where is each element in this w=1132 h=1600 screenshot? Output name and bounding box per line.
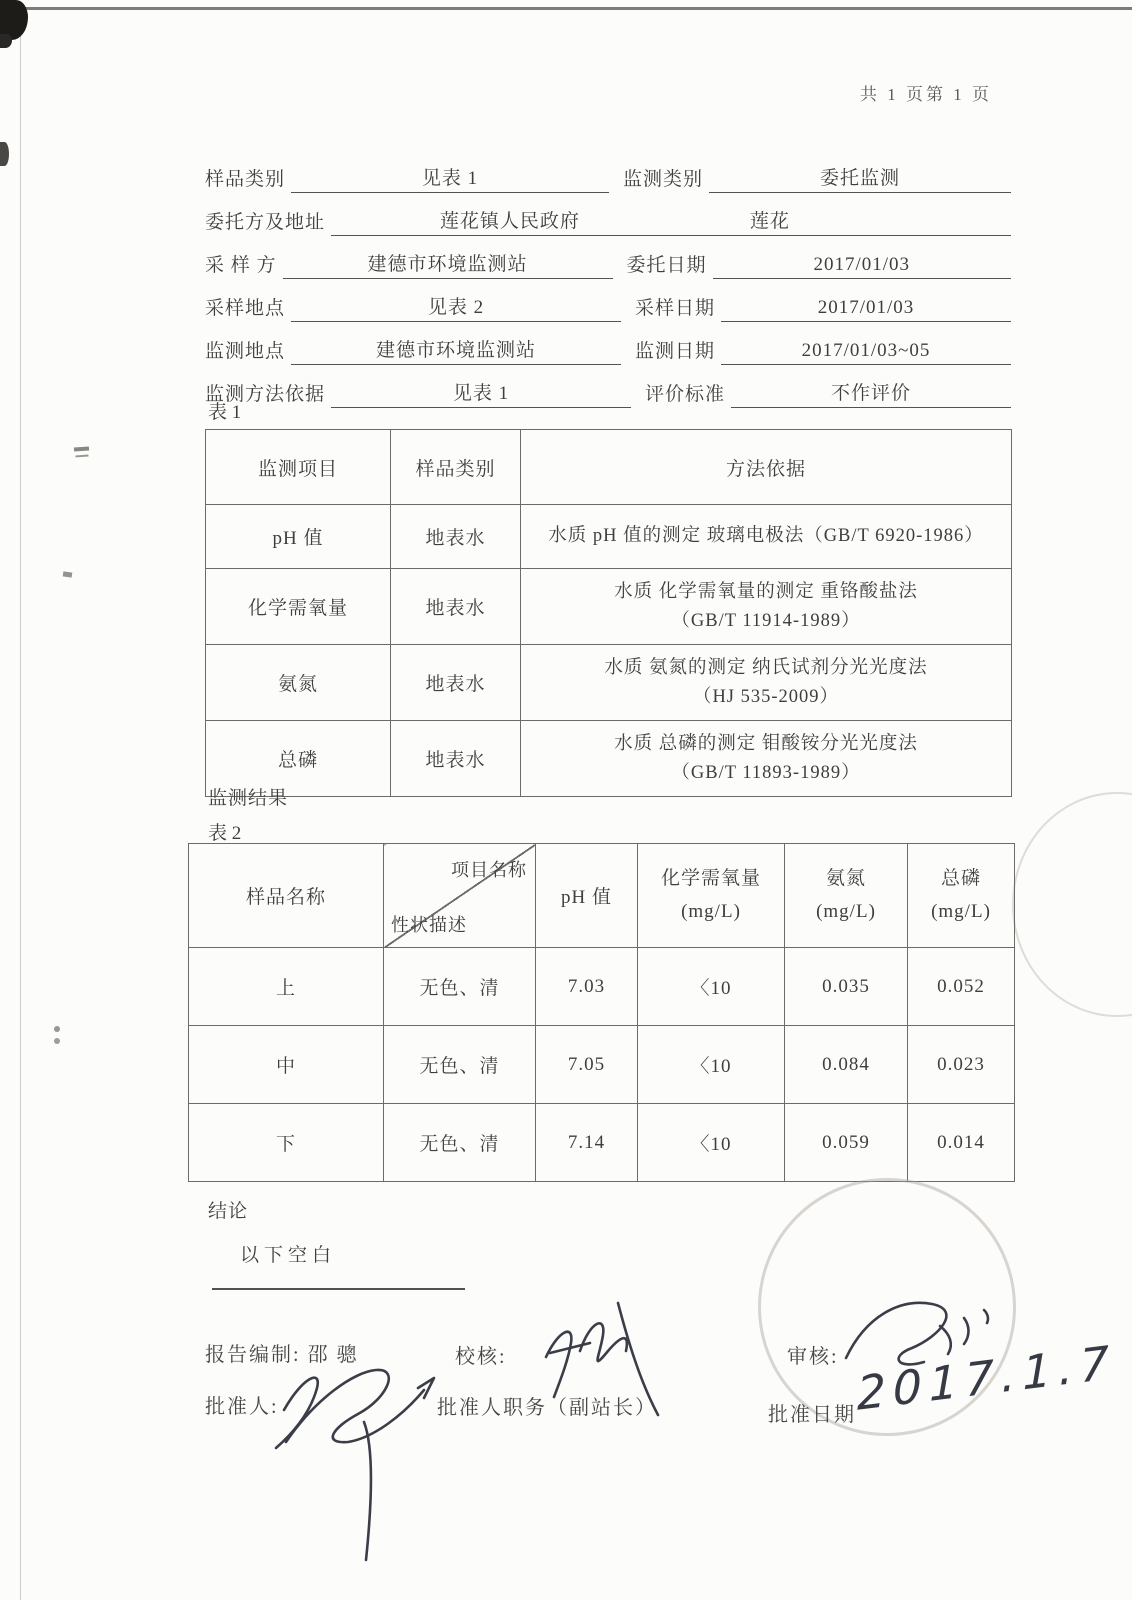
column-header: pH 值 <box>536 844 638 948</box>
method-line: 水质 总磷的测定 钼酸铵分光光度法 <box>614 733 918 754</box>
approve-date-handwritten: 2017.1.7 <box>856 1334 1117 1421</box>
column-header: 方法依据 <box>521 430 1012 505</box>
table-row <box>206 721 1012 797</box>
appearance: 无色、清 <box>384 1026 536 1104</box>
page-number: 共 1 页第 1 页 <box>860 85 992 104</box>
cod-value: 〈10 <box>638 1026 785 1104</box>
field-label: 监测类别 <box>623 169 704 190</box>
monitoring-item: 总磷 <box>206 721 391 797</box>
field-label: 监测日期 <box>635 341 716 362</box>
field-value: 委托监测 <box>709 163 1011 193</box>
field-label: 监测方法依据 <box>205 384 326 405</box>
tp-value: 0.052 <box>908 948 1015 1026</box>
tp-value: 0.023 <box>908 1026 1015 1104</box>
monitoring-item: 氨氮 <box>206 645 391 721</box>
sample-type: 地表水 <box>391 721 521 797</box>
column-header: 样品类别 <box>391 430 521 505</box>
conclusion-label: 结论 <box>208 1201 249 1222</box>
ph-value: 7.03 <box>536 948 638 1026</box>
approver-label: 批准人: <box>205 1396 279 1418</box>
nh3n-value: 0.084 <box>785 1026 908 1104</box>
field-value-line <box>331 206 1011 236</box>
scan-artifact-corner-2 <box>0 34 12 48</box>
field-label: 评价标准 <box>645 384 726 405</box>
sample-name: 下 <box>189 1104 384 1182</box>
ph-value: 7.14 <box>536 1104 638 1182</box>
scan-artifact-mark <box>74 446 89 451</box>
method-basis-table <box>205 429 1012 797</box>
column-unit: (mg/L) <box>681 900 741 922</box>
scan-artifact-mark <box>63 571 73 577</box>
table-row <box>206 505 1012 569</box>
ph-value: 7.05 <box>536 1026 638 1104</box>
sample-type: 地表水 <box>391 569 521 645</box>
field-label: 委托日期 <box>626 255 707 276</box>
report-header-form <box>205 150 1011 408</box>
field-value: 建德市环境监测站 <box>283 249 613 279</box>
field-label: 采样地点 <box>205 298 286 319</box>
form-row-method-basis <box>205 365 1011 408</box>
method-line: （GB/T 11893-1989） <box>671 762 861 783</box>
client-name: 莲花镇人民政府 <box>439 211 580 232</box>
table-header-row <box>206 430 1012 505</box>
field-value: 建德市环境监测站 <box>291 335 621 365</box>
column-unit: (mg/L) <box>816 900 876 922</box>
column-header <box>638 844 785 948</box>
reviewer-label: 审核: <box>787 1346 839 1368</box>
prepared-by-name: 邵 骢 <box>307 1344 359 1366</box>
field-value: 不作评价 <box>731 378 1011 408</box>
method-line: 水质 化学需氧量的测定 重铬酸盐法 <box>614 581 918 602</box>
method-basis <box>521 569 1012 645</box>
column-header <box>908 844 1015 948</box>
form-row-client <box>205 193 1011 236</box>
prepared-by-label: 报告编制: <box>205 1344 301 1366</box>
field-value: 见表 1 <box>291 163 609 193</box>
field-value: 见表 1 <box>331 378 631 408</box>
column-header: 监测项目 <box>206 430 391 505</box>
field-value: 2017/01/03 <box>713 254 1011 279</box>
nh3n-value: 0.059 <box>785 1104 908 1182</box>
nh3n-value: 0.035 <box>785 948 908 1026</box>
method-line: （HJ 535-2009） <box>692 686 840 707</box>
round-stamp-faint <box>1012 792 1132 1017</box>
blank-below-note: 以下空白 <box>240 1245 337 1266</box>
sample-type: 地表水 <box>391 645 521 721</box>
approver-signature <box>268 1352 453 1567</box>
table1-caption: 表 1 <box>208 402 242 423</box>
diag-top-label: 项目名称 <box>451 860 527 880</box>
method-line: 水质 氨氮的测定 纳氏试剂分光光度法 <box>604 657 928 678</box>
sample-name: 中 <box>189 1026 384 1104</box>
method-line: （GB/T 11914-1989） <box>671 610 861 631</box>
tp-value: 0.014 <box>908 1104 1015 1182</box>
column-header-line: 化学需氧量 <box>660 868 761 890</box>
diag-bottom-label: 性状描述 <box>391 915 467 935</box>
field-label: 采 样 方 <box>205 255 277 276</box>
table-row <box>189 948 1015 1026</box>
form-row-monitoring-site <box>205 322 1011 365</box>
scan-edge-top <box>0 7 1132 10</box>
table2-caption: 表 2 <box>208 823 242 844</box>
form-row-sampler <box>205 236 1011 279</box>
client-address: 莲花 <box>749 211 790 232</box>
column-unit: (mg/L) <box>931 900 991 922</box>
monitoring-item: 化学需氧量 <box>206 569 391 645</box>
field-label: 委托方及地址 <box>205 212 326 233</box>
sample-type: 地表水 <box>391 505 521 569</box>
approve-date-label: 批准日期 <box>768 1404 856 1426</box>
column-header: 样品名称 <box>189 844 384 948</box>
approver-title: 批准人职务（副站长） <box>437 1397 657 1419</box>
monitoring-results-table <box>188 843 1015 1182</box>
scan-edge-left <box>20 9 21 1600</box>
field-value: 见表 2 <box>291 292 621 322</box>
column-header-line: 总磷 <box>940 868 981 890</box>
checker-label: 校核: <box>455 1346 507 1368</box>
table-row <box>189 1026 1015 1104</box>
cod-value: 〈10 <box>638 948 785 1026</box>
table-header-row <box>189 844 1015 948</box>
method-basis <box>521 721 1012 797</box>
monitoring-item: pH 值 <box>206 505 391 569</box>
field-label: 监测地点 <box>205 341 286 362</box>
method-line: 水质 pH 值的测定 玻璃电极法（GB/T 6920-1986） <box>548 526 984 547</box>
separator-line <box>212 1288 465 1290</box>
scan-artifact-mark <box>0 142 9 166</box>
appearance: 无色、清 <box>384 948 536 1026</box>
field-label: 样品类别 <box>205 169 286 190</box>
diagonal-header-cell <box>384 844 536 948</box>
results-section-label: 监测结果 <box>208 788 289 809</box>
field-value: 2017/01/03~05 <box>721 340 1011 365</box>
column-header <box>785 844 908 948</box>
appearance: 无色、清 <box>384 1104 536 1182</box>
table-row <box>206 569 1012 645</box>
table-row <box>206 645 1012 721</box>
column-header-line: 氨氮 <box>825 868 866 890</box>
form-row-sampling-site <box>205 279 1011 322</box>
field-label: 采样日期 <box>635 298 716 319</box>
table-row <box>189 1104 1015 1182</box>
method-basis <box>521 505 1012 569</box>
sample-name: 上 <box>189 948 384 1026</box>
scan-artifact-mark <box>54 1026 60 1032</box>
form-row-sample-type <box>205 150 1011 193</box>
field-value: 2017/01/03 <box>721 297 1011 322</box>
method-basis <box>521 645 1012 721</box>
cod-value: 〈10 <box>638 1104 785 1182</box>
